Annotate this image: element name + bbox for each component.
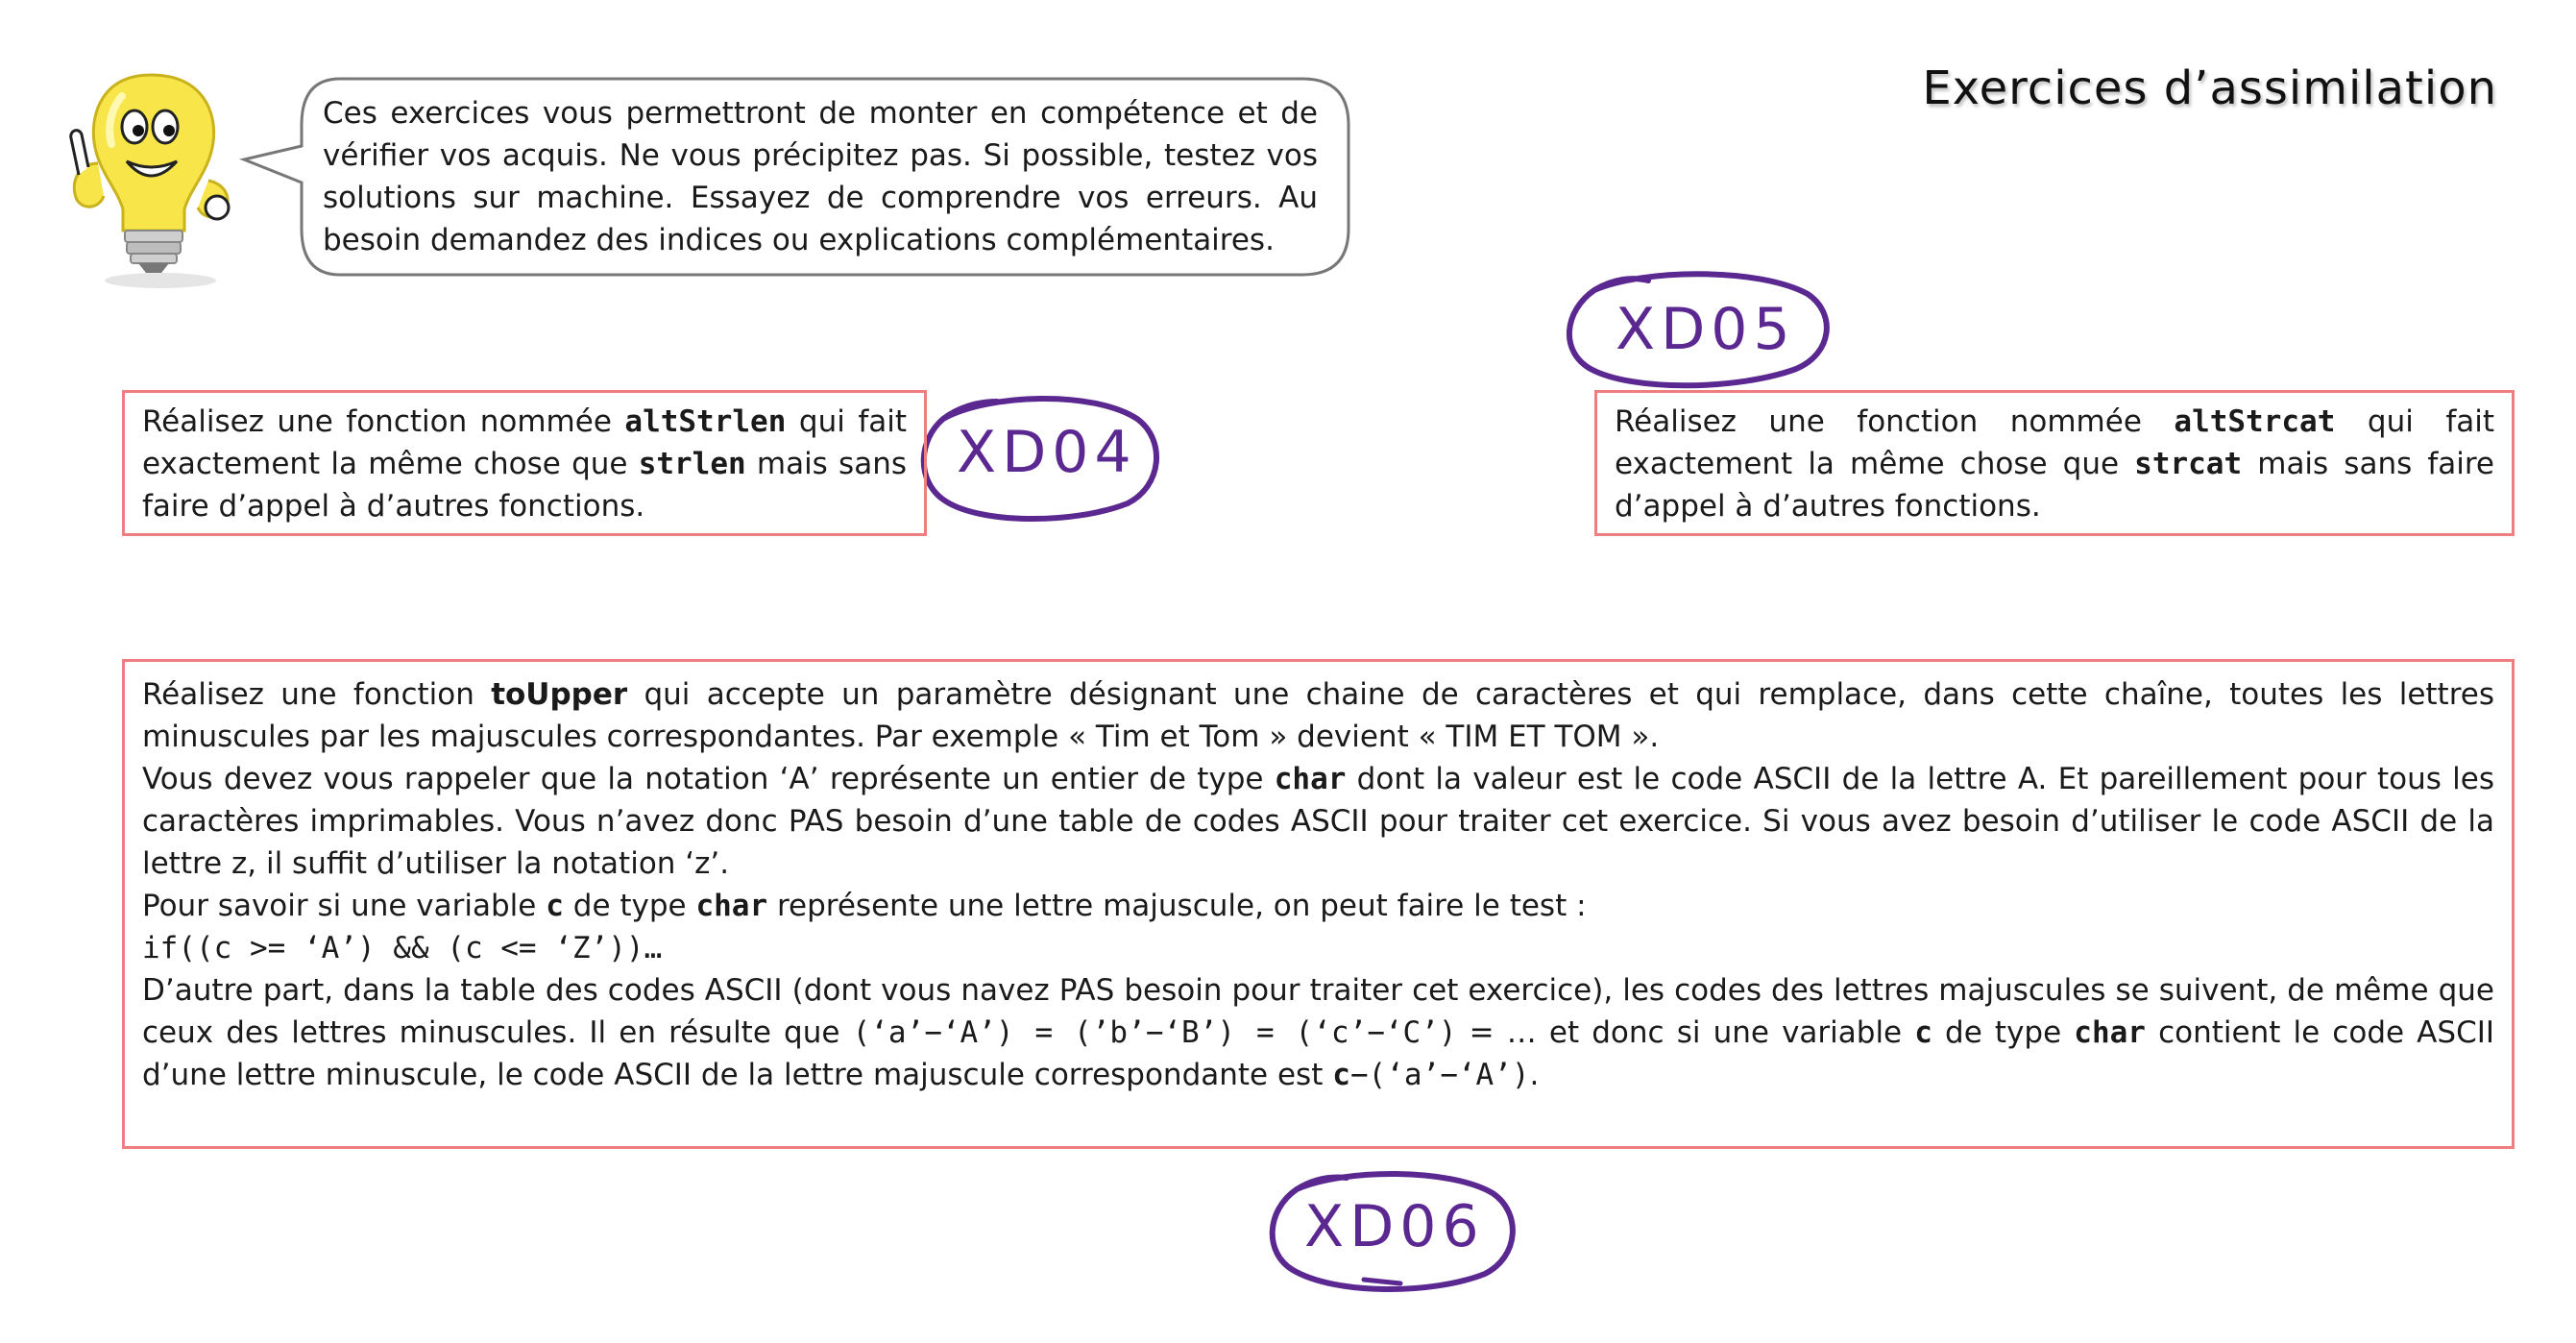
ex06-p3-code-char: char bbox=[695, 889, 768, 923]
ex05-code-altstrcat: altStrcat bbox=[2174, 404, 2336, 439]
lightbulb-mascot-icon bbox=[50, 67, 252, 298]
exercise-xd05-box bbox=[1594, 390, 2515, 536]
ex06-p4-text-4: contient le code ASCII d’une lettre minuscule, le code ASCII de la lettre majuscule correspondante est bbox=[142, 1015, 2495, 1092]
ex06-p4-expr-2: −(‘a’−‘A’) bbox=[1349, 1058, 1530, 1092]
ex06-code-example: if((c >= ‘A’) && (c <= ‘Z’))… bbox=[142, 931, 663, 965]
ex06-p4-code-c: c bbox=[1914, 1015, 1932, 1050]
ex06-p4-expr-1: (‘a’−‘A’) = (’b’−‘B’) = (‘c’−‘C’) bbox=[852, 1015, 1457, 1050]
ex05-text-2: qui fait exactement la même chose que bbox=[1615, 404, 2495, 481]
ex06-p4-text-3: de type bbox=[1932, 1015, 2075, 1050]
ex04-code-strlen: strlen bbox=[638, 447, 746, 481]
ex04-text-2: qui fait exactement la même chose que bbox=[142, 404, 908, 481]
ex06-p1-toupper: toUpper bbox=[491, 677, 628, 712]
ex06-paragraph-3 bbox=[142, 885, 2494, 927]
label-xd05 bbox=[1556, 261, 1844, 394]
ex06-p2-text-2: dont la valeur est le code ASCII de la lettre A. Et pareillement pour tous les caractères imprimables. Vous n’avez donc PAS besoin d’une table de codes ASCII pour traiter cet exercice. Si vous avez besoin d’utiliser le code ASCII de la lettre z, il suffit d’utiliser la notation ‘z’. bbox=[142, 762, 2494, 881]
ex06-paragraph-1 bbox=[142, 673, 2494, 758]
ex06-p2-code-char: char bbox=[1274, 762, 1347, 796]
ex06-p3-text-1: Pour savoir si une variable bbox=[142, 889, 547, 923]
ex05-text-3: mais sans faire d’appel à d’autres fonctions. bbox=[1615, 447, 2495, 524]
ex04-code-altstrlen: altStrlen bbox=[624, 404, 787, 439]
label-xd06 bbox=[1258, 1162, 1527, 1295]
ex05-code-strcat: strcat bbox=[2134, 447, 2243, 481]
ex06-p4-code-char: char bbox=[2074, 1015, 2146, 1050]
ex06-p4-text-1: D’autre part, dans la table des codes ASCII (dont vous navez PAS besoin pour traiter cet exercice), les codes des lettres majuscules se suivent, de même que ceux des lettres minuscules. Il en résulte que bbox=[142, 973, 2494, 1050]
page-title: Exercices d’assimilation bbox=[1922, 61, 2497, 115]
ex06-p3-code-c: c bbox=[546, 889, 564, 923]
ex06-p1-text-2: qui accepte un paramètre désignant une chaine de caractères et qui remplace, dans cette chaîne, toutes les lettres minuscules par les majuscules correspondantes. Par exemple « Tim et Tom » devient « TIM ET TOM ». bbox=[142, 677, 2494, 754]
label-xd06-text: XD06 bbox=[1304, 1193, 1485, 1260]
ex06-paragraph-2 bbox=[142, 758, 2494, 885]
ex06-p4-code-c2: c bbox=[1332, 1058, 1350, 1092]
ex06-paragraph-4 bbox=[142, 969, 2494, 1096]
ex06-p2-text-1: Vous devez vous rappeler que la notation ‘A’ représente un entier de type bbox=[142, 762, 1275, 796]
ex05-text-1: Réalisez une fonction nommée bbox=[1615, 404, 2175, 439]
ex06-p3-text-3: représente une lettre majuscule, on peut faire le test : bbox=[767, 889, 1587, 923]
speech-bubble bbox=[294, 77, 1350, 277]
label-xd05-text: XD05 bbox=[1616, 296, 1796, 363]
label-xd04-text: XD04 bbox=[957, 419, 1137, 486]
ex06-p4-text-5: . bbox=[1529, 1058, 1540, 1092]
ex04-text-1: Réalisez une fonction nommée bbox=[142, 404, 625, 439]
ex06-p1-text-1: Réalisez une fonction bbox=[142, 677, 492, 712]
ex04-text-3: mais sans faire d’appel à d’autres fonctions. bbox=[142, 447, 907, 524]
label-xd04 bbox=[911, 380, 1170, 526]
ex06-p4-text-2: = … et donc si une variable bbox=[1456, 1015, 1915, 1050]
intro-text: Ces exercices vous permettront de monter en compétence et de vérifier vos acquis. Ne vous précipitez pas. Si possible, testez vos solutions sur machine. Essayez de comprendre vos erreurs. Au besoin demandez des indices ou explications complémentaires. bbox=[323, 96, 1318, 257]
exercise-xd04-box bbox=[122, 390, 927, 536]
exercise-xd06-box bbox=[122, 659, 2515, 1149]
ex06-p3-text-2: de type bbox=[563, 889, 696, 923]
